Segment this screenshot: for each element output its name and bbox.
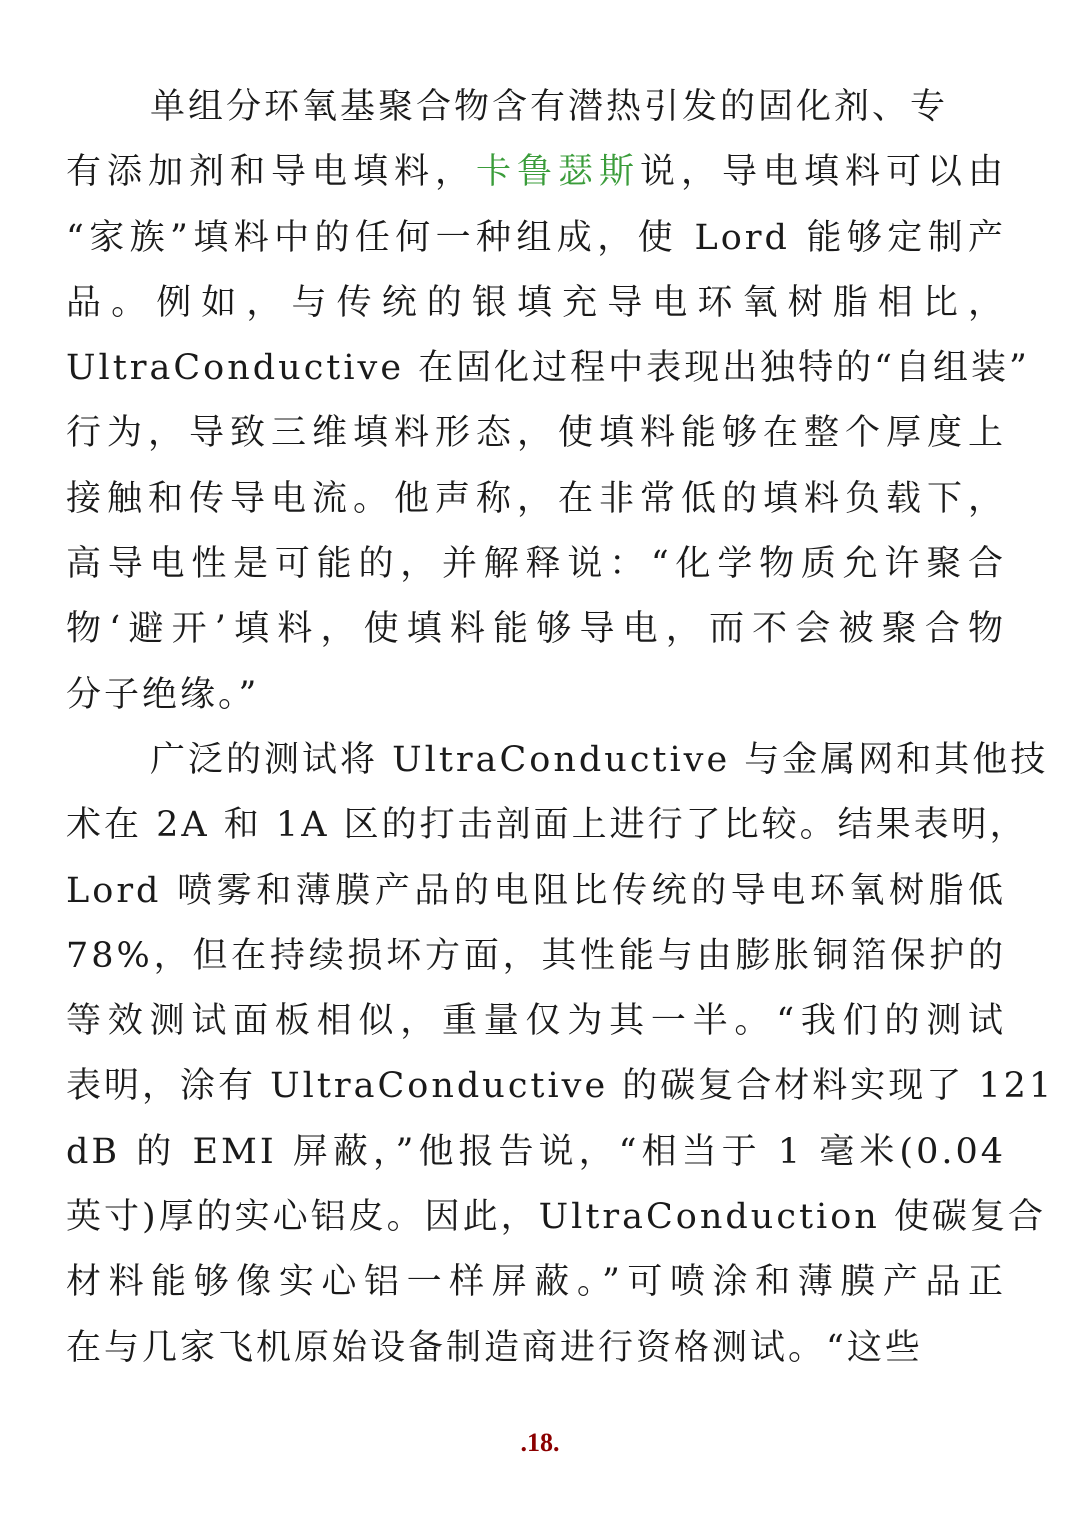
text-segment: 等效测试面板相似，重量仅为其一半。“我们的测试 (66, 1001, 1006, 1042)
text-segment: UltraConductive 在固化过程中表现出独特的“自组装” (66, 348, 1030, 389)
text-line (66, 1054, 1055, 1119)
text-line (66, 1316, 1006, 1381)
text-line (66, 336, 1030, 401)
text-segment: 78%，但在持续损坏方面，其性能与由膨胀铜箔保护的 (66, 935, 1006, 976)
text-line (66, 1120, 1006, 1185)
text-line (66, 793, 1028, 858)
text-segment: 高导电性是可能的，并解释说：“化学物质允许聚合 (66, 544, 1006, 585)
text-line (66, 1185, 1046, 1250)
article-body (66, 75, 1055, 1381)
text-line (66, 271, 1006, 336)
text-segment: Lord 喷雾和薄膜产品的电阻比传统的导电环氧树脂低 (66, 870, 1006, 911)
text-line (66, 206, 1006, 271)
text-line (66, 467, 1006, 532)
text-segment: 材料能够像实心铝一样屏蔽。”可喷涂和薄膜产品正 (66, 1262, 1006, 1303)
text-segment: 行为，导致三维填料形态，使填料能够在整个厚度上 (66, 413, 1006, 454)
text-line (66, 75, 1006, 140)
text-segment: 单组分环氧基聚合物含有潜热引发的固化剂、专 (150, 87, 949, 127)
text-line (66, 728, 1049, 793)
text-segment: 有添加剂和导电填料， (66, 152, 476, 193)
text-line (66, 989, 1006, 1054)
text-segment: 表明，涂有 UltraConductive 的碳复合材料实现了 121 (66, 1066, 1055, 1107)
text-line (66, 401, 1006, 466)
text-line (66, 597, 1006, 662)
text-segment: 在与几家飞机原始设备制造商进行资格测试。“这些 (66, 1327, 923, 1368)
text-line (66, 924, 1006, 989)
text-segment: 术在 2A 和 1A 区的打击剖面上进行了比较。结果表明， (66, 805, 1028, 846)
text-segment: 品。例如，与传统的银填充导电环氧树脂相比， (66, 282, 1006, 323)
text-line (66, 140, 1006, 205)
text-line (66, 859, 1006, 924)
paragraph (66, 728, 1055, 1381)
text-segment: 英寸)厚的实心铝皮。因此，UltraConduction 使碳复合 (66, 1197, 1046, 1238)
text-line (66, 532, 1006, 597)
text-segment: “家族”填料中的任何一种组成，使 Lord 能够定制产 (66, 217, 1006, 258)
text-line (66, 1250, 1006, 1315)
text-segment: 广泛的测试将 UltraConductive 与金属网和其他技 (150, 739, 1049, 780)
text-segment: 物‘避开’填料，使填料能够导电，而不会被聚合物 (66, 609, 1006, 650)
text-segment: 分子绝缘。” (66, 674, 260, 715)
text-segment: 接触和传导电流。他声称，在非常低的填料负载下， (66, 478, 1006, 519)
text-segment: dB 的 EMI 屏蔽，”他报告说，“相当于 1 毫米(0.04 (66, 1131, 1006, 1172)
page-number: .18. (520, 1428, 560, 1457)
paragraph (66, 75, 1030, 728)
text-segment: 说，导电填料可以由 (639, 152, 1006, 193)
text-line (66, 663, 1006, 728)
highlighted-name: 卡鲁瑟斯 (475, 152, 640, 193)
